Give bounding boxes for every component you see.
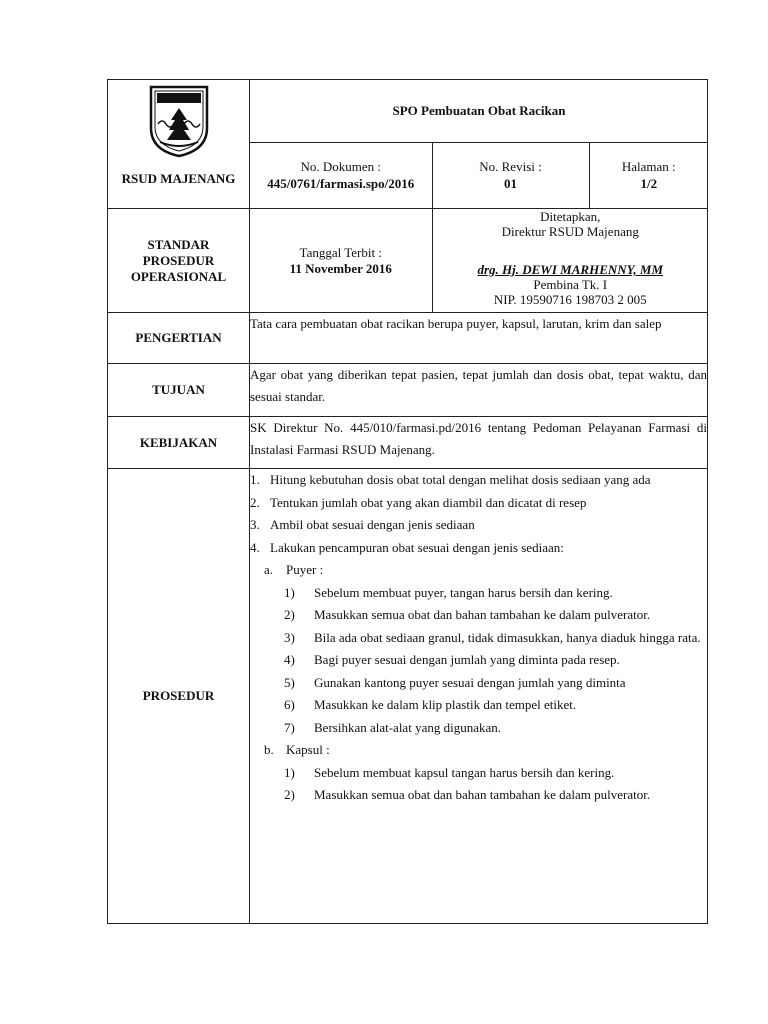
hospital-cell <box>108 80 298 209</box>
list-item: 1) Sebelum membuat puyer, tangan harus bersih dan kering. <box>284 584 613 600</box>
no-dokumen-value: 445/0761/farmasi.spo/2016 <box>267 176 415 192</box>
list-item: 1. Hitung kebutuhan dosis obat total dengan melihat dosis sediaan yang ada <box>250 472 651 487</box>
standar-line2: PROSEDUR <box>142 252 215 268</box>
tanggal-label: Tanggal Terbit : <box>299 244 382 260</box>
cilacap-emblem-icon <box>148 84 210 158</box>
header-inner <box>250 80 708 208</box>
standar-line3: OPERASIONAL <box>130 268 227 284</box>
kebijakan-label: KEBIJAKAN <box>108 417 250 469</box>
pengertian-text: Tata cara pembuatan obat racikan berupa puyer, kapsul, larutan, krim dan salep <box>250 313 708 364</box>
no-dokumen-label: No. Dokumen : <box>300 159 382 175</box>
pangkat-text: Pembina Tk. I <box>533 277 608 292</box>
tujuan-label: TUJUAN <box>108 364 250 417</box>
signer-name: drg. Hj. DEWI MARHENNY, MM <box>477 262 664 277</box>
standar-inner <box>250 209 708 312</box>
no-revisi-value: 01 <box>504 176 517 192</box>
logo-text: CILACAP <box>257 168 298 178</box>
list-item: 3. Ambil obat sesuai dengan jenis sediaan <box>250 517 475 532</box>
ditetapkan-text: Ditetapkan, <box>540 209 601 224</box>
spo-document-table <box>107 79 708 924</box>
tanggal-cell <box>250 209 432 312</box>
list-item: 1) Sebelum membuat kapsul tangan harus bersih dan kering. <box>284 764 615 780</box>
penetapan-cell <box>432 209 708 312</box>
kebijakan-text: SK Direktur No. 445/010/farmasi.pd/2016 tentang Pedoman Pelayanan Farmasi di Instalasi Farmasi RSUD Majenang. <box>250 417 708 469</box>
list-item: 4. Lakukan pencampuran obat sesuai dengan jenis sediaan: <box>250 539 564 555</box>
halaman-cell <box>589 142 708 208</box>
document-title: SPO Pembuatan Obat Racikan <box>250 80 708 142</box>
halaman-value: 1/2 <box>640 176 658 192</box>
prosedur-steps <box>250 469 708 924</box>
standar-line1: STANDAR <box>147 236 210 252</box>
direktur-text: Direktur RSUD Majenang <box>501 224 639 239</box>
list-item: 3) Bila ada obat sediaan granul, tidak dimasukkan, hanya diaduk hingga rata. <box>284 629 701 645</box>
list-item: 2) Masukkan semua obat dan bahan tambahan ke dalam pulverator. <box>284 607 651 622</box>
list-item: 2) Masukkan semua obat dan bahan tambahan ke dalam pulverator. <box>284 787 651 802</box>
hospital-name: RSUD MAJENANG <box>121 171 236 186</box>
no-revisi-cell <box>432 142 589 208</box>
logo-area <box>108 80 298 178</box>
list-item: b. Kapsul : <box>264 742 330 757</box>
list-item: a. Puyer : <box>264 562 324 577</box>
pengertian-label: PENGERTIAN <box>108 313 250 364</box>
list-item: 7) Bersihkan alat-alat yang digunakan. <box>284 719 501 735</box>
prosedur-label: PROSEDUR <box>108 469 250 924</box>
nip-text: NIP. 19590716 198703 2 005 <box>493 292 647 307</box>
list-item: 5) Gunakan kantong puyer sesuai dengan jumlah yang diminta <box>284 674 626 690</box>
list-item: 2. Tentukan jumlah obat yang akan diambil dan dicatat di resep <box>250 494 587 510</box>
tujuan-text: Agar obat yang diberikan tepat pasien, tepat jumlah dan dosis obat, tepat waktu, dan sesuai standar. <box>250 364 708 417</box>
halaman-label: Halaman : <box>621 159 676 175</box>
list-item: 6) Masukkan ke dalam klip plastik dan tempel etiket. <box>284 697 577 712</box>
list-item: 4) Bagi puyer sesuai dengan jumlah yang diminta pada resep. <box>284 652 620 667</box>
standar-label-cell <box>108 209 250 313</box>
no-revisi-label: No. Revisi : <box>479 159 542 175</box>
tanggal-value: 11 November 2016 <box>289 260 392 276</box>
